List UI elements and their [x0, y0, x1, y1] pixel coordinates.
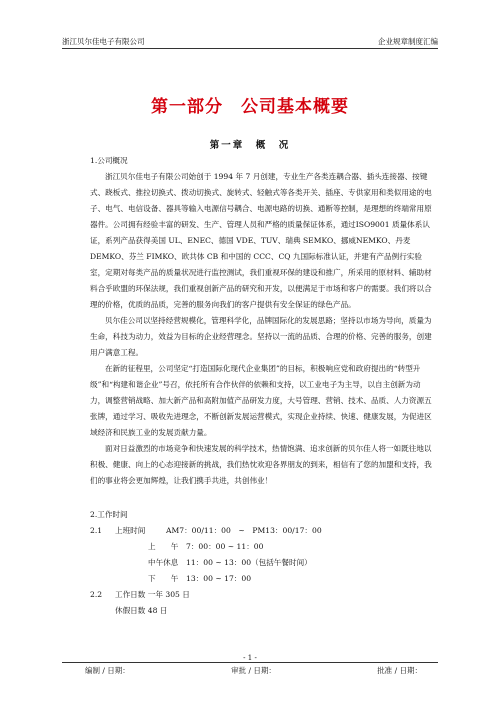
work-hours-value: AM7：00/11：00 ~ PM13：00/17：00 — [166, 526, 322, 535]
document-body — [90, 153, 435, 619]
work-hours-row — [90, 523, 435, 539]
schedule-label: 中午休息 — [148, 558, 179, 567]
footer-prepared-by: 编制 / 日期： — [85, 666, 130, 675]
work-hours-label: 上班时间 — [115, 526, 146, 535]
work-days-value: 工作日数 一年 305 日 — [115, 590, 190, 599]
section-heading-work-time: 2.工作时间 — [90, 510, 128, 519]
chapter-title: 第一章 概 况 — [209, 140, 291, 151]
page-footer — [85, 665, 422, 676]
page-header — [62, 33, 438, 47]
paragraph: 在新的征程里，公司坚定“打造国际化现代企业集团”的目标，积极响应党和政府提出的“转型升级”和“构建和谐企业”号召，依托所有合作伙伴的依赖和支持，以工业电子为主导，以自主创新为动力，调整营销战略、加大新产品和高附加值产品研发力度，大号管理、营销、技术、品质、人力资源五张牌，通过学习、吸收先进理念，不断创新发展运营模式，实现企业持续、快速、健康发展，为促进区域经济和民族工业的发展贡献力量。 — [90, 364, 432, 437]
schedule-row-morning — [90, 539, 435, 555]
work-days-row — [90, 587, 435, 603]
header-company: 浙江贝尔佳电子有限公司 — [62, 37, 145, 46]
page-number: - 1 - — [243, 654, 257, 662]
holiday-days-row — [90, 603, 435, 619]
item-number: 2.2 — [90, 590, 103, 599]
schedule-row-lunch — [90, 555, 435, 571]
header-divider — [62, 48, 438, 49]
paragraph: 贝尔佳公司以坚持经营规模化，管理科学化，品牌国际化的发展思路；坚持以市场为导向，质量为生命，科技为动力，效益为目标的企业经营理念。坚持以一流的品质、合理的价格、完善的服务，创建用户满意工程。 — [90, 316, 432, 357]
schedule-value: 13：00 ~ 17：00 — [186, 574, 252, 583]
part-title: 第一部分 公司基本概要 — [151, 97, 349, 117]
schedule-value: 11：00 ~ 13：00（包括午餐时间） — [186, 558, 312, 567]
section-heading-overview: 1.公司概况 — [90, 156, 128, 165]
spacer — [90, 489, 435, 507]
footer-approved-by: 批准 / 日期： — [377, 666, 422, 675]
header-doc-title: 企业规章制度汇编 — [378, 37, 438, 46]
footer-divider — [62, 662, 438, 663]
paragraph: 面对日益激烈的市场竞争和快速发展的科学技术，热情饱满、追求创新的贝尔佳人将一如既往地以积极、健康、向上的心态迎接新的挑战，我们热忱欢迎各界朋友的到来，相信有了您的加盟和支持，我们的事业将会更加辉煌，让我们携手共进，共创伟业！ — [90, 444, 432, 485]
schedule-value: 7：00：00 ~ 11：00 — [186, 542, 264, 551]
paragraph: 浙江贝尔佳电子有限公司始创于 1994 年 7 月创建，专业生产各类连耦合器、插头连接器、按键式、跷板式、推拉切换式、拨动切换式、旋转式、轻触式等各类开关、插座、专供家用和类似用途的电子、电气、电信设备、器具等输入电源信号耦合、电源电路的切换、通断等控制，是理想的终端常用原器件。公司拥有经验丰富的研发、生产、管理人员和严格的质量保证体系，通过ISO9001 质量体系认证，系列产品获得美国 UL、ENEC、德国 VDE、TUV、瑞典 SEMKO、挪威NEMKO、丹麦 DEMKO、芬兰 FIMKO、欧共体 CB 和中国的 CCC、CQ 九国际标准认证，并建有产品例行实验室，定期对每类产品的质量状况进行监控测试，我们重视环保的建设和推广，所采用的原材料、辅助材料合乎欧盟的环保法规，我们重视创新产品的研究和开发，以便满足于市场和客户的需要。我们将以合理的价格，优质的品质，完善的服务向我们的客户提供有安全保证的绿色产品。 — [90, 172, 432, 309]
schedule-label: 下 午 — [148, 574, 179, 583]
schedule-label: 上 午 — [148, 542, 179, 551]
schedule-row-afternoon — [90, 571, 435, 587]
holiday-days-value: 休假日数 48 日 — [115, 606, 168, 615]
item-number: 2.1 — [90, 526, 103, 535]
footer-reviewed-by: 审批 / 日期： — [231, 666, 276, 675]
